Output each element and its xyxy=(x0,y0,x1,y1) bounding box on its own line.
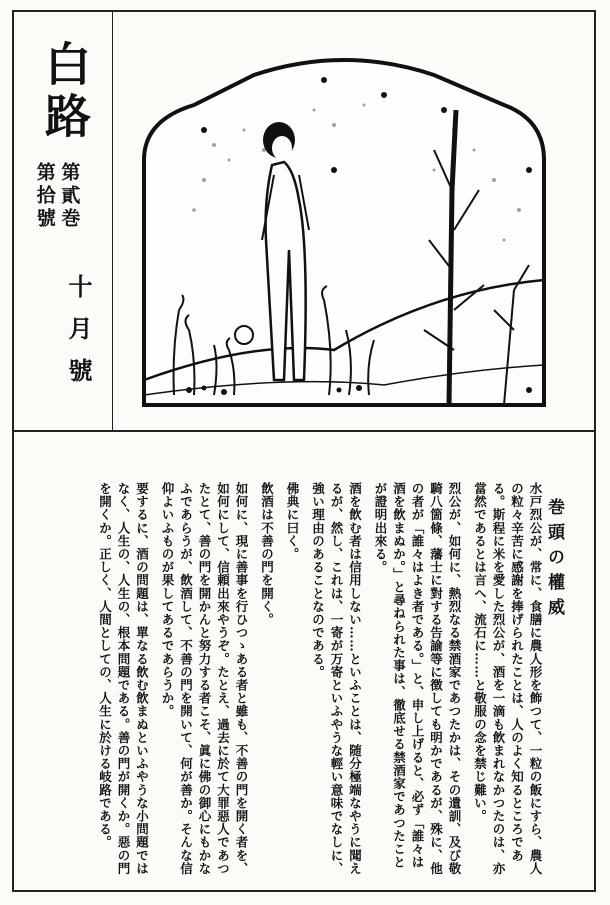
paragraph-1: 水戸烈公が、常に、食膳に農人形を飾つて、一粒の飯にすら、農人の粒々辛苦に感謝を捧げられたことは、人のよく知るところである。斯程に米を愛した烈公が、酒を一滴も飲まれなかつたのは、亦當然であるとは言へ、流石に……と敬服の念を禁じ難い。 xyxy=(472,482,543,875)
magazine-title: 白路 xyxy=(38,40,92,144)
page-frame xyxy=(12,10,596,892)
paragraph-4: 佛典に曰く。 xyxy=(285,482,300,561)
essay-title: 巻頭の權威 xyxy=(544,498,564,623)
volume-line-1: 第貳巻 xyxy=(58,162,81,231)
masthead xyxy=(14,12,113,430)
paragraph-6: 如何に、現に善事を行ひつゝある者と雖も、不善の門を開く者を、如何にして、信頼出來やうぞ。たとえ、過去に於て大罪惡人であつたとて、善の門を開かんと努力する者こそ、眞に佛の御心にもかなふであらうが、飲酒して、不善の門を開いて、何が善か。そんな信仰よいふものが果してあるであらうか。 xyxy=(160,482,249,875)
volume-info xyxy=(32,162,81,262)
paragraph-3: 酒を飲む者は信用しない……といふことは、随分極端なやうに聞えるが、然し、これは、一寄が万寄といふやうな輕い意味でなしに、強い理由のあることなのである。 xyxy=(310,482,363,875)
volume-line-2: 第拾號 xyxy=(33,162,56,231)
paragraph-7: 要するに、酒の問題は、單なる飲む飲まぬといふやうな小問題ではなく、人生の、人生の、根本問題である。善の門が開くか。惡の門を開くか。正しく、人間としての、人生に於ける岐路である。 xyxy=(97,482,150,875)
issue-month: 十月號 xyxy=(64,274,93,400)
cover-illustration xyxy=(134,50,554,410)
paragraph-5: 飲酒は不善の門を開く。 xyxy=(259,482,275,627)
essay-body xyxy=(24,440,584,880)
header xyxy=(14,12,594,432)
paragraph-2: 烈公が、如何に、熱烈なる禁酒家であつたかは、その遺訓、及び敬騎八箇條、藩士に對する告諭等に徴しても明かであるが、殊に、他の者が「誰々はよき者である。」と、申し上げると、必ず「誰々は酒を飲まぬか。」と尋ねられた事は、徹底せる禁酒家であつたことが證明出來る。 xyxy=(373,482,462,875)
essay-text xyxy=(88,468,544,878)
